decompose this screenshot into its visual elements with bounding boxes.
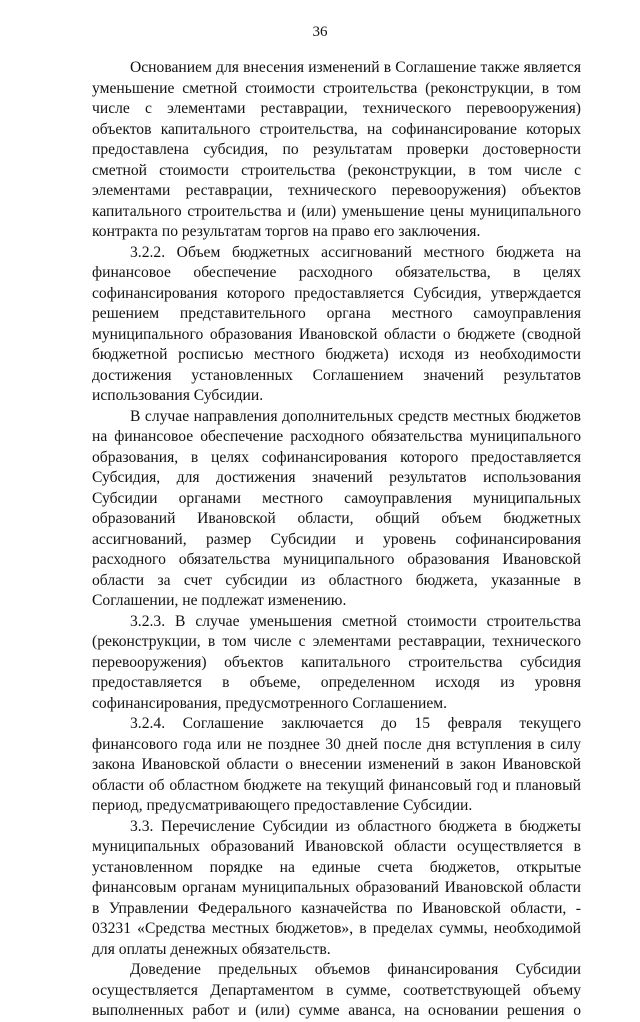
paragraph-financing-limits: Доведение предельных объемов финансирования Субсидии осуществляется Департаментом в сумме, соответствующей объему выполненных работ и (или) сумме аванса, на основании решения о xyxy=(92,961,581,1019)
paragraph-3-3: 3.3. Перечисление Субсидии из областного бюджета в бюджеты муниципальных образований Ивановской области осуществляется в установленном порядке на единые счета бюджетов, открытые финансовым органам муниципальных образований Ивановской области в Управлении Федерального казначейства по Ивановской области, - 03231 «Средства местных бюджетов», в пределах суммы, необходимой для оплаты денежных обязательств. xyxy=(92,817,581,958)
paragraph-additional-funds: В случае направления дополнительных средств местных бюджетов на финансовое обеспечение расходного обязательства муниципального образования, в целях софинансирования которого предоставляется Субсидия, для достижения значений результатов использования Субсидии органами местного самоуправления муниципальных образований Ивановской области, общий объем бюджетных ассигнований, размер Субсидии и уровень софинансирования расходного обязательства муниципального образования Ивановской области за счет субсидии из областного бюджета, указанные в Соглашении, не подлежат изменению. xyxy=(92,407,581,609)
page-number: 36 xyxy=(312,24,328,40)
paragraph-3-2-4: 3.2.4. Соглашение заключается до 15 февраля текущего финансового года или не позднее 30 дней после дня вступления в силу закона Ивановской области о внесении изменений в закон Ивановской области об областном бюджете на текущий финансовый год и плановый период, предусматривающего предоставление Субсидии. xyxy=(92,715,581,814)
paragraph-grounds-for-changes: Основанием для внесения изменений в Соглашение также является уменьшение сметной стоимости строительства (реконструкции, в том числе с элементами реставрации, технического перевооружения) объектов капитального строительства, на софинансирование которых предоставлена субсидия, по результатам проверки достоверности сметной стоимости строительства (реконструкции, в том числе с элементами реставрации, технического перевооружения) объектов капитального строительства и (или) уменьшение цены муниципального контракта по результатам торгов на право его заключения. xyxy=(92,59,581,240)
document-body xyxy=(92,58,581,1022)
paragraph-3-2-3: 3.2.3. В случае уменьшения сметной стоимости строительства (реконструкции, в том числе с элементами реставрации, технического перевооружения) объектов капитального строительства субсидия предоставляется в объеме, определенном исходя из уровня софинансирования, предусмотренного Соглашением. xyxy=(92,612,581,712)
paragraph-3-2-2: 3.2.2. Объем бюджетных ассигнований местного бюджета на финансовое обеспечение расходного обязательства, в целях софинансирования которого предоставляется Субсидия, утверждается решением представительного органа местного самоуправления муниципального образования Ивановской области о бюджете (сводной бюджетной росписью местного бюджета) исходя из необходимости достижения установленных Соглашением значений результатов использования Субсидии. xyxy=(92,243,581,404)
